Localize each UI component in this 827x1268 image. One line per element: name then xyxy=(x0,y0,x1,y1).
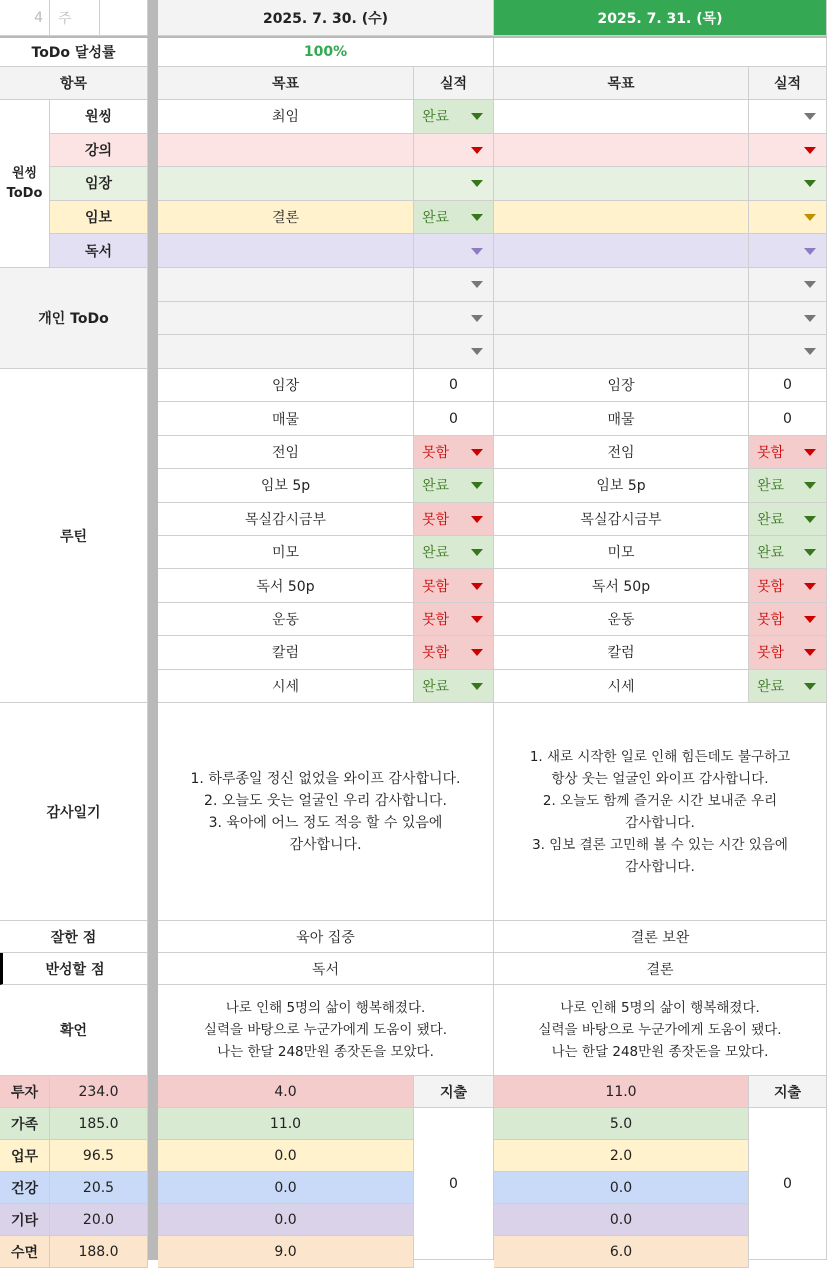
day2-wonssing-goal[interactable] xyxy=(494,134,749,168)
affirm-line: 실력을 바탕으로 누군가에게 도움이 됐다. xyxy=(538,1022,782,1038)
day2-wonssing-goal[interactable] xyxy=(494,167,749,201)
day2-personal-result-dropdown[interactable] xyxy=(749,335,827,369)
day1-good[interactable]: 육아 집중 xyxy=(158,921,494,953)
gratitude-line: 항상 웃는 얼굴인 와이프 감사합니다. xyxy=(551,770,769,787)
day1-routine-result-dropdown[interactable] xyxy=(414,536,494,569)
gratitude-line: 2. 오늘도 웃는 얼굴인 우리 감사합니다. xyxy=(204,792,447,809)
time-category-label: 가족 xyxy=(0,1108,50,1140)
wonssing-row-label: 원씽 xyxy=(50,100,148,134)
dropdown-arrow-icon[interactable] xyxy=(804,147,816,154)
day2-routine-count[interactable]: 0 xyxy=(749,402,827,435)
day2-routine-result-dropdown[interactable] xyxy=(749,536,827,569)
day2-time-value[interactable]: 5.0 xyxy=(494,1108,749,1140)
day1-routine-result-dropdown[interactable] xyxy=(414,436,494,469)
gratitude-label: 감사일기 xyxy=(0,703,148,921)
day1-wonssing-goal[interactable]: 결론 xyxy=(158,201,414,235)
day2-wonssing-result-dropdown[interactable] xyxy=(749,167,827,201)
day2-routine-item: 운동 xyxy=(494,603,749,636)
day1-spend-label: 지출 xyxy=(414,1076,494,1108)
dropdown-arrow-icon[interactable] xyxy=(471,147,483,154)
affirm-label: 확언 xyxy=(0,985,148,1076)
dropdown-value: 완료 xyxy=(757,678,785,695)
gratitude-line: 감사합니다. xyxy=(289,836,362,853)
day1-routine-item: 목실감시금부 xyxy=(158,503,414,536)
day1-header-result: 실적 xyxy=(414,67,494,100)
day1-personal-result-dropdown[interactable] xyxy=(414,268,494,302)
day2-header-goal: 목표 xyxy=(494,67,749,100)
day2-spend-value[interactable]: 0 xyxy=(749,1108,827,1260)
time-category-label: 투자 xyxy=(0,1076,50,1108)
day1-routine-result-dropdown[interactable] xyxy=(414,569,494,602)
day1-wonssing-goal[interactable] xyxy=(158,134,414,168)
day1-personal-result-dropdown[interactable] xyxy=(414,335,494,369)
dropdown-arrow-icon[interactable] xyxy=(471,348,483,355)
time-category-label: 건강 xyxy=(0,1172,50,1204)
dropdown-arrow-icon[interactable] xyxy=(471,583,483,590)
day1-wonssing-goal[interactable]: 최임 xyxy=(158,100,414,134)
day1-wonssing-goal[interactable] xyxy=(158,234,414,268)
dropdown-arrow-icon[interactable] xyxy=(804,482,816,489)
day2-routine-result-dropdown[interactable] xyxy=(749,636,827,669)
frozen-row-line xyxy=(0,36,827,38)
day2-routine-count[interactable]: 0 xyxy=(749,369,827,402)
day2-time-value[interactable]: 0.0 xyxy=(494,1204,749,1236)
dropdown-arrow-icon[interactable] xyxy=(804,214,816,221)
wonssing-group-label: 원씽 ToDo xyxy=(0,100,50,268)
day2-wonssing-result-dropdown[interactable] xyxy=(749,234,827,268)
day1-time-value[interactable]: 0.0 xyxy=(158,1140,414,1172)
dropdown-value: 완료 xyxy=(422,545,450,562)
dropdown-arrow-icon[interactable] xyxy=(471,482,483,489)
day2-wonssing-goal[interactable] xyxy=(494,234,749,268)
affirm-line: 나로 인해 5명의 삶이 행복해졌다. xyxy=(225,1000,426,1016)
wonssing-row-label: 강의 xyxy=(50,134,148,168)
day1-gratitude[interactable] xyxy=(158,703,494,921)
day1-routine-result-dropdown[interactable] xyxy=(414,469,494,502)
day1-reflect[interactable]: 독서 xyxy=(158,953,494,985)
day1-routine-item: 임보 5p xyxy=(158,469,414,502)
day1-time-value[interactable]: 0.0 xyxy=(158,1204,414,1236)
wonssing-row-label: 임보 xyxy=(50,201,148,235)
dropdown-arrow-icon[interactable] xyxy=(471,516,483,523)
day1-personal-goal[interactable] xyxy=(158,268,414,302)
day1-routine-item: 매물 xyxy=(158,402,414,435)
day1-personal-goal[interactable] xyxy=(158,302,414,336)
day1-affirm[interactable] xyxy=(158,985,494,1076)
day1-wonssing-result-dropdown[interactable] xyxy=(414,234,494,268)
day1-achievement: 100% xyxy=(158,38,494,67)
day2-time-value[interactable]: 11.0 xyxy=(494,1076,749,1108)
day2-routine-result-dropdown[interactable] xyxy=(749,603,827,636)
dropdown-value: 완료 xyxy=(757,478,785,495)
header-item: 항목 xyxy=(0,67,148,100)
day1-routine-result-dropdown[interactable] xyxy=(414,603,494,636)
dropdown-arrow-icon[interactable] xyxy=(471,180,483,187)
day1-wonssing-result-dropdown[interactable] xyxy=(414,201,494,235)
week-unit: 주 xyxy=(50,0,100,36)
gratitude-line: 3. 육아에 어느 정도 적응 할 수 있음에 xyxy=(208,814,443,831)
day2-routine-item: 독서 50p xyxy=(494,569,749,602)
day1-routine-item: 칼럼 xyxy=(158,636,414,669)
affirm-line: 나는 한달 248만원 종잣돈을 모았다. xyxy=(217,1044,434,1060)
dropdown-arrow-icon[interactable] xyxy=(471,649,483,656)
dropdown-value: 못함 xyxy=(757,645,785,662)
day2-routine-item: 칼럼 xyxy=(494,636,749,669)
time-category-total: 188.0 xyxy=(50,1236,148,1268)
day2-date[interactable]: 2025. 7. 31. (목) xyxy=(494,0,827,36)
day2-routine-result-dropdown[interactable] xyxy=(749,503,827,536)
gratitude-line: 감사합니다. xyxy=(625,814,695,831)
dropdown-value: 완료 xyxy=(422,109,450,126)
affirm-line: 실력을 바탕으로 누군가에게 도움이 됐다. xyxy=(203,1022,448,1038)
affirm-line: 나는 한달 248만원 종잣돈을 모았다. xyxy=(551,1044,769,1060)
day1-personal-goal[interactable] xyxy=(158,335,414,369)
day2-good[interactable]: 결론 보완 xyxy=(494,921,827,953)
day2-achievement xyxy=(494,38,827,67)
day2-personal-goal[interactable] xyxy=(494,268,749,302)
day1-wonssing-goal[interactable] xyxy=(158,167,414,201)
dropdown-arrow-icon[interactable] xyxy=(471,214,483,221)
dropdown-value: 못함 xyxy=(422,578,450,595)
dropdown-arrow-icon[interactable] xyxy=(804,315,816,322)
day2-routine-result-dropdown[interactable] xyxy=(749,569,827,602)
dropdown-arrow-icon[interactable] xyxy=(471,449,483,456)
gratitude-line: 2. 오늘도 함께 즐거운 시간 보내준 우리 xyxy=(542,792,778,809)
day2-time-value[interactable]: 0.0 xyxy=(494,1172,749,1204)
day2-reflect[interactable]: 결론 xyxy=(494,953,827,985)
day2-affirm[interactable] xyxy=(494,985,827,1076)
dropdown-value: 못함 xyxy=(757,611,785,628)
dropdown-arrow-icon[interactable] xyxy=(804,516,816,523)
dropdown-value: 완료 xyxy=(757,545,785,562)
day1-spend-value[interactable]: 0 xyxy=(414,1108,494,1260)
day1-time-value[interactable]: 11.0 xyxy=(158,1108,414,1140)
dropdown-value: 못함 xyxy=(422,511,450,528)
dropdown-arrow-icon[interactable] xyxy=(471,113,483,120)
empty-cell xyxy=(100,0,148,36)
dropdown-arrow-icon[interactable] xyxy=(471,315,483,322)
day1-routine-item: 운동 xyxy=(158,603,414,636)
dropdown-value: 완료 xyxy=(757,511,785,528)
day1-time-value[interactable]: 9.0 xyxy=(158,1236,414,1268)
day1-header-goal: 목표 xyxy=(158,67,414,100)
dropdown-value: 못함 xyxy=(422,611,450,628)
routine-group-label: 루틴 xyxy=(0,369,148,703)
day1-wonssing-result-dropdown[interactable] xyxy=(414,100,494,134)
day2-wonssing-goal[interactable] xyxy=(494,201,749,235)
dropdown-arrow-icon[interactable] xyxy=(804,180,816,187)
day1-routine-count[interactable]: 0 xyxy=(414,402,494,435)
dropdown-value: 완료 xyxy=(422,678,450,695)
day2-time-value[interactable]: 2.0 xyxy=(494,1140,749,1172)
time-category-label: 기타 xyxy=(0,1204,50,1236)
day1-date[interactable]: 2025. 7. 30. (수) xyxy=(158,0,494,36)
day1-routine-result-dropdown[interactable] xyxy=(414,503,494,536)
dropdown-arrow-icon[interactable] xyxy=(471,248,483,255)
gratitude-line: 1. 새로 시작한 일로 인해 힘든데도 불구하고 xyxy=(529,748,791,765)
day1-time-value[interactable]: 4.0 xyxy=(158,1076,414,1108)
week-number: 4 xyxy=(0,0,50,36)
day1-routine-item: 전임 xyxy=(158,436,414,469)
dropdown-arrow-icon[interactable] xyxy=(471,616,483,623)
day2-wonssing-goal[interactable] xyxy=(494,100,749,134)
day2-time-value[interactable]: 6.0 xyxy=(494,1236,749,1268)
dropdown-arrow-icon[interactable] xyxy=(804,616,816,623)
time-category-total: 96.5 xyxy=(50,1140,148,1172)
wonssing-row-label: 임장 xyxy=(50,167,148,201)
time-category-label: 업무 xyxy=(0,1140,50,1172)
day2-routine-item: 임장 xyxy=(494,369,749,402)
time-category-label: 수면 xyxy=(0,1236,50,1268)
day2-routine-item: 전임 xyxy=(494,436,749,469)
gratitude-line: 감사합니다. xyxy=(625,858,695,875)
day2-wonssing-result-dropdown[interactable] xyxy=(749,134,827,168)
day2-routine-item: 임보 5p xyxy=(494,469,749,502)
day1-routine-item: 미모 xyxy=(158,536,414,569)
reflect-label: 반성할 점 xyxy=(0,953,148,985)
day2-personal-goal[interactable] xyxy=(494,335,749,369)
time-category-total: 185.0 xyxy=(50,1108,148,1140)
day2-routine-result-dropdown[interactable] xyxy=(749,436,827,469)
dropdown-value: 못함 xyxy=(757,444,785,461)
dropdown-value: 못함 xyxy=(757,578,785,595)
day2-gratitude[interactable] xyxy=(494,703,827,921)
day1-routine-item: 시세 xyxy=(158,670,414,703)
affirm-line: 나로 인해 5명의 삶이 행복해졌다. xyxy=(560,1000,760,1016)
dropdown-arrow-icon[interactable] xyxy=(804,248,816,255)
time-category-total: 20.0 xyxy=(50,1204,148,1236)
day1-routine-result-dropdown[interactable] xyxy=(414,670,494,703)
dropdown-arrow-icon[interactable] xyxy=(804,348,816,355)
good-label: 잘한 점 xyxy=(0,921,148,953)
wonssing-row-label: 독서 xyxy=(50,234,148,268)
day1-routine-item: 독서 50p xyxy=(158,569,414,602)
day2-header-result: 실적 xyxy=(749,67,827,100)
day1-wonssing-result-dropdown[interactable] xyxy=(414,167,494,201)
dropdown-arrow-icon[interactable] xyxy=(804,549,816,556)
dropdown-arrow-icon[interactable] xyxy=(804,649,816,656)
day2-routine-item: 미모 xyxy=(494,536,749,569)
achievement-label: ToDo 달성률 xyxy=(0,38,148,67)
day2-routine-result-dropdown[interactable] xyxy=(749,670,827,703)
gratitude-line: 1. 하루종일 정신 없었을 와이프 감사합니다. xyxy=(190,770,461,787)
day2-wonssing-result-dropdown[interactable] xyxy=(749,201,827,235)
day2-personal-result-dropdown[interactable] xyxy=(749,302,827,336)
personal-group-label: 개인 ToDo xyxy=(0,268,148,369)
dropdown-arrow-icon[interactable] xyxy=(804,583,816,590)
dropdown-arrow-icon[interactable] xyxy=(804,281,816,288)
day1-routine-result-dropdown[interactable] xyxy=(414,636,494,669)
day2-wonssing-result-dropdown[interactable] xyxy=(749,100,827,134)
time-category-total: 234.0 xyxy=(50,1076,148,1108)
dropdown-arrow-icon[interactable] xyxy=(471,281,483,288)
dropdown-value: 못함 xyxy=(422,444,450,461)
day2-routine-item: 매물 xyxy=(494,402,749,435)
day1-personal-result-dropdown[interactable] xyxy=(414,302,494,336)
dropdown-arrow-icon[interactable] xyxy=(804,683,816,690)
time-category-total: 20.5 xyxy=(50,1172,148,1204)
column-separator xyxy=(148,0,158,1260)
dropdown-value: 완료 xyxy=(422,210,450,227)
dropdown-value: 완료 xyxy=(422,478,450,495)
day2-routine-item: 목실감시금부 xyxy=(494,503,749,536)
day2-spend-label: 지출 xyxy=(749,1076,827,1108)
gratitude-line: 3. 임보 결론 고민해 볼 수 있는 시간 있음에 xyxy=(532,836,788,853)
day1-time-value[interactable]: 0.0 xyxy=(158,1172,414,1204)
dropdown-arrow-icon[interactable] xyxy=(471,549,483,556)
day1-wonssing-result-dropdown[interactable] xyxy=(414,134,494,168)
dropdown-value: 못함 xyxy=(422,645,450,662)
dropdown-arrow-icon[interactable] xyxy=(471,683,483,690)
day1-routine-item: 임장 xyxy=(158,369,414,402)
day2-personal-result-dropdown[interactable] xyxy=(749,268,827,302)
dropdown-arrow-icon[interactable] xyxy=(804,449,816,456)
day2-routine-item: 시세 xyxy=(494,670,749,703)
day1-routine-count[interactable]: 0 xyxy=(414,369,494,402)
dropdown-arrow-icon[interactable] xyxy=(804,113,816,120)
day2-personal-goal[interactable] xyxy=(494,302,749,336)
day2-routine-result-dropdown[interactable] xyxy=(749,469,827,502)
